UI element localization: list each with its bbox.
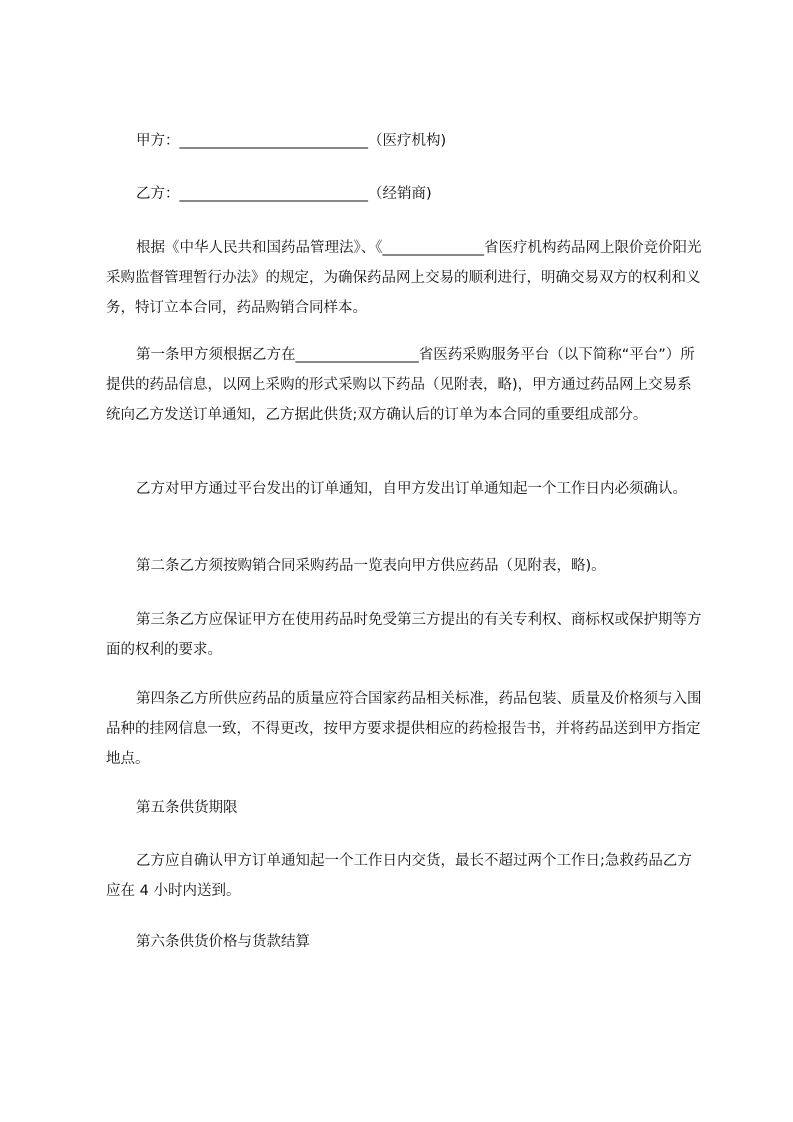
article-2-paragraph: 第二条乙方须按购销合同采购药品一览表向甲方供应药品（见附表，略)。 (136, 558, 606, 574)
party-a-line: 甲方：__________________________（医疗机构) (136, 133, 447, 149)
article-5-body: 乙方应自确认甲方订单通知起一个工作日内交货，最长不超过两个工作日;急救药品乙方应在 4 小时内送到。 (106, 853, 692, 899)
article-4-paragraph: 第四条乙方所供应药品的质量应符合国家药品相关标准，药品包装、质量及价格须与入围品种的挂网信息一致，不得更改，按甲方要求提供相应的药检报告书，并将药品送到甲方指定地点。 (106, 691, 702, 767)
article-5-heading: 第五条供货期限 (136, 800, 238, 816)
party-b-line: 乙方：__________________________（经销商) (136, 186, 432, 202)
article-3-paragraph: 第三条乙方应保证甲方在使用药品时免受第三方提出的有关专利权、商标权或保护期等方面的权利的要求。 (106, 612, 702, 658)
article-6-heading: 第六条供货价格与货款结算 (136, 934, 310, 950)
article-1-paragraph: 第一条甲方须根据乙方在_________________省医药采购服务平台（以下简称“平台”）所提供的药品信息，以网上采购的形式采购以下药品（见附表，略)，甲方通过药品网上交易系统向乙方发送订单通知，乙方据此供货;双方确认后的订单为本合同的重要组成部分。 (106, 347, 695, 423)
intro-paragraph: 根据《中华人民共和国药品管理法》、《______________省医疗机构药品网上限价竞价阳光采购监督管理暂行办法》的规定，为确保药品网上交易的顺利进行，明确交易双方的权利和义务，特订立本合同，药品购销合同样本。 (106, 240, 702, 316)
article-1-confirmation-paragraph: 乙方对甲方通过平台发出的订单通知，自甲方发出订单通知起一个工作日内必须确认。 (136, 481, 687, 497)
